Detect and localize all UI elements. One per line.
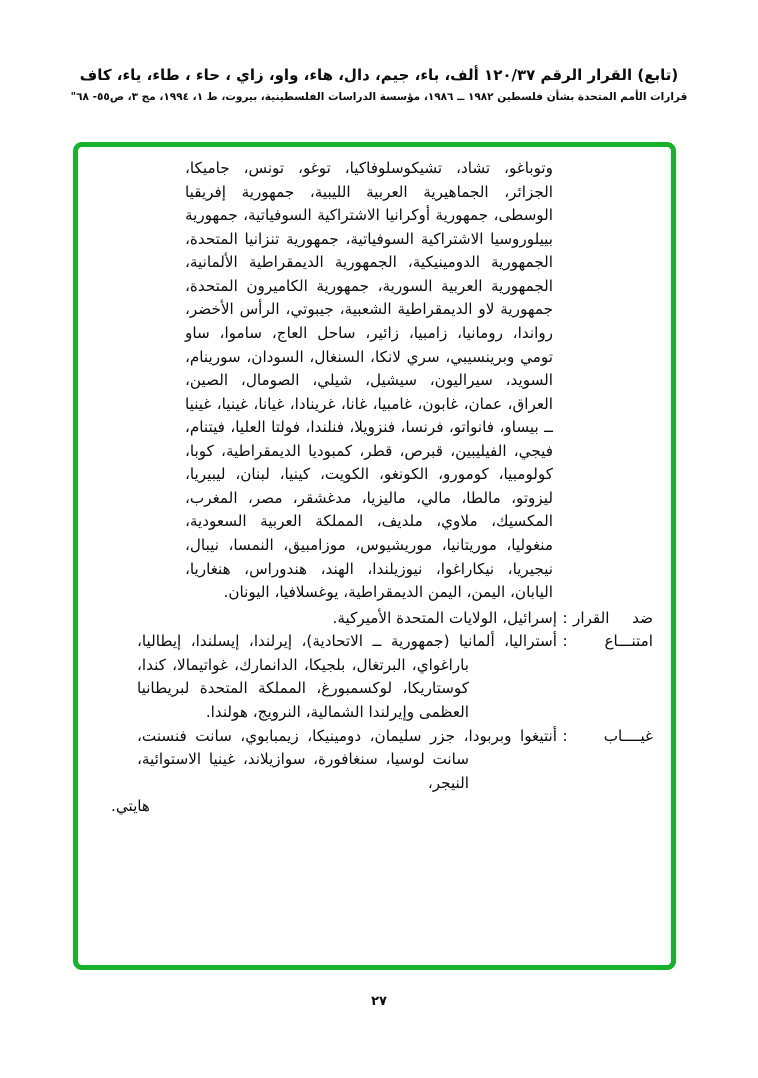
source-citation-line: قرارات الأمم المتحدة بشأن فلسطين ١٩٨٢ ــ ١٩٨٦، مؤسسة الدراسات الفلسطينية، بيروت، ط ١، ١٩٩٤، مج ٣، ص٥٥- ٦٨" (70, 91, 688, 103)
colon-separator: : (562, 632, 568, 651)
page-header (0, 66, 758, 103)
colon-separator: : (562, 608, 568, 627)
absent-countries-block (111, 725, 557, 819)
vote-entry-absent (88, 725, 653, 819)
votes-box-content (78, 147, 671, 827)
vote-entry-against (88, 607, 653, 631)
against-label: ضد القرار (573, 608, 653, 627)
resolution-title: (تابع) القرار الرقم ١٢٠/٣٧ ألف، باء، جيم، دال، هاء، واو، زاي ، حاء ، طاء، ياء، كاف (79, 66, 679, 84)
page-number: ٢٧ (371, 994, 387, 1009)
supporters-continuation-paragraph: وتوباغو، تشاد، تشيكوسلوفاكيا، توغو، تونس، جاميكا، الجزائر، الجماهيرية العربية الليبية، جمهورية إفريقيا الوسطى، جمهورية أوكرانيا الاشتراكية السوفياتية، جمهورية بييلوروسيا الاشتراكية السوفياتية، جمهورية تنزانيا المتحدة، الجمهورية الدومينيكية، الجمهورية الديمقراطية الألمانية، الجمهورية العربية السورية، جمهورية الكاميرون المتحدة، جمهورية لاو الديمقراطية الشعبية، جيبوتي، الرأس الأخضر، رواندا، رومانيا، زامبيا، زائير، ساحل العاج، ساموا، ساو تومي وبرينسيبي، سري لانكا، السنغال، السودان، سورينام، السويد، سيراليون، سيشيل، شيلي، الصومال، الصين، العراق، عمان، غابون، غامبيا، غانا، غرينادا، غيانا، غينيا، غينيا ــ بيساو، فانواتو، فرنسا، فنزويلا، فنلندا، فولتا العليا، فيتنام، فيجي، الفيليبين، قبرص، قطر، كمبوديا الديمقراطية، كوبا، كولومبيا، كومورو، الكونغو، الكويت، كينيا، لبنان، ليبيريا، ليزوتو، مالطا، مالي، ماليزيا، مدغشقر، مصر، المغرب، المكسيك، ملاوي، ملديف، المملكة العربية السعودية، منغوليا، موريتانيا، موريشيوس، موزامبيق، النمسا، نيبال، نيجيريا، نيكاراغوا، نيوزيلندا، الهند، هندوراس، هنغاريا، اليابان، اليمن، اليمن الديمقراطية، يوغسلافيا، اليونان. (185, 159, 553, 602)
votes-border-box (73, 142, 676, 970)
abstain-label: امتنـــاع (604, 632, 653, 651)
against-countries: إسرائيل، الولايات المتحدة الأميركية. (332, 608, 557, 627)
vote-entries (88, 607, 659, 819)
vote-entry-abstain (88, 630, 653, 724)
absent-countries: أنتيغوا وبربودا، جزر سليمان، دومينيكا، زيمبابوي، سانت فنسنت، سانت لوسيا، سنغافورة، سوازيلاند، غينيا الاستوائية، النيجر، (137, 726, 557, 792)
colon-separator: : (562, 726, 568, 745)
abstain-countries: أستراليا، ألمانيا (جمهورية ــ الاتحادية)، إيرلندا، إيسلندا، إيطاليا، باراغواي، البرتغال، بلجيكا، الدانمارك، غواتيمالا، كندا، كوستاريكا، لوكسمبورغ، المملكة المتحدة لبريطانيا العظمى وإيرلندا الشمالية، النرويج، هولندا. (137, 632, 557, 721)
absent-label: غيــــاب (603, 726, 653, 745)
absent-countries-tail-line: هايتي. (111, 797, 150, 816)
